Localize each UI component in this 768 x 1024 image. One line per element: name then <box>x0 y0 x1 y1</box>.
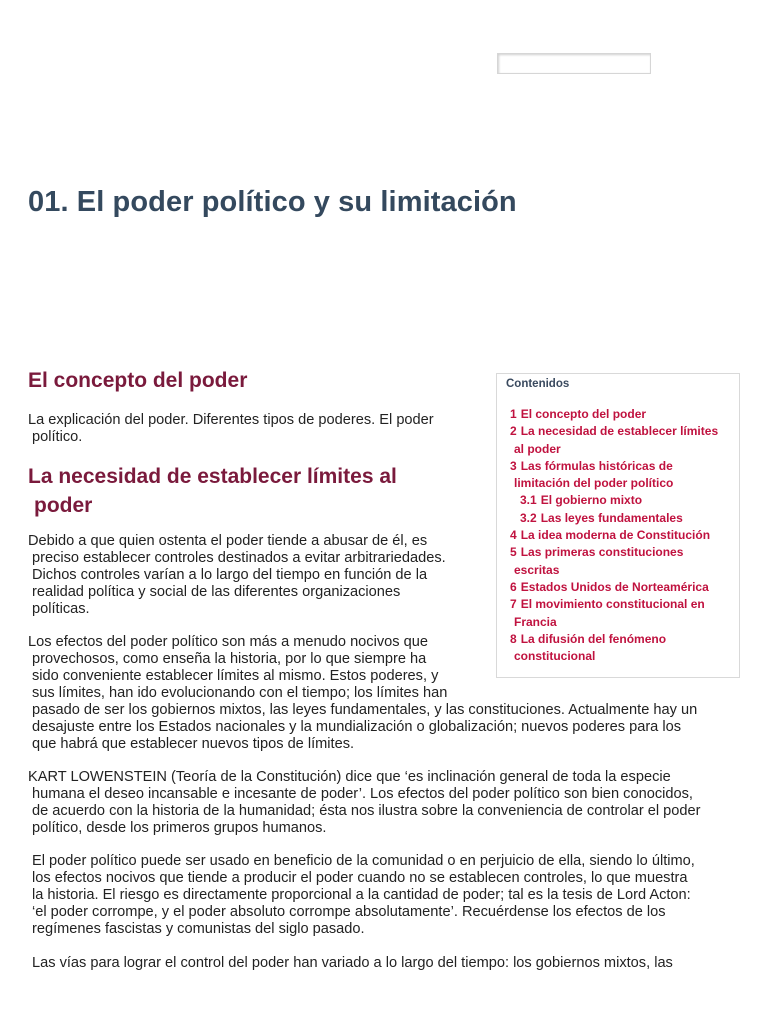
page-title: 01. El poder político y su limitación <box>28 186 517 218</box>
toc-item-number: 3.2 <box>520 510 537 525</box>
text-line: que habrá que establecer nuevos tipos de límites. <box>32 736 355 752</box>
text-line: Debido a que quien ostenta el poder tiende a abusar de él, es <box>28 533 428 549</box>
toc-item-number: 6 <box>510 579 517 594</box>
text-line: provechosos, como enseña la historia, por lo que siempre ha <box>32 651 427 667</box>
text-line: de acuerdo con la historia de la humanidad; ésta nos ilustra sobre la conveniencia de controlar el poder <box>32 803 701 819</box>
toc-item-label: Estados Unidos de Norteamérica <box>520 579 709 594</box>
heading-line: La necesidad de establecer límites al <box>28 465 397 488</box>
toc-item-label: La difusión del fenómeno <box>520 631 667 646</box>
toc-list <box>510 406 735 665</box>
toc-item-number: 2 <box>510 424 517 439</box>
toc-item-2[interactable] <box>510 423 735 458</box>
toc-item-number: 7 <box>510 597 517 612</box>
toc-item-6[interactable] <box>510 579 735 596</box>
text-line: El poder político puede ser usado en beneficio de la comunidad o en perjuicio de ella, siendo lo último, <box>32 853 695 869</box>
section-intro-paragraph <box>28 412 434 446</box>
paragraph-5 <box>32 955 673 972</box>
heading-line: poder <box>34 494 93 517</box>
text-line: Las vías para lograr el control del poder han variado a lo largo del tiempo: los gobiernos mixtos, las <box>32 955 673 971</box>
toc-item-number: 4 <box>510 528 517 543</box>
text-line: los efectos nocivos que tiende a producir el poder cuando no se establecen controles, lo que muestra <box>32 870 688 886</box>
text-line: La explicación del poder. Diferentes tipos de poderes. El poder <box>28 412 434 428</box>
toc-item-7[interactable] <box>510 596 735 631</box>
text-line: desajuste entre los Estados nacionales y la mundialización o globalización; nuevos poderes para los <box>32 719 682 735</box>
toc-item-number: 1 <box>510 407 517 421</box>
toc-item-label: constitucional <box>514 649 596 664</box>
text-line: ‘el poder corrompe, y el poder absoluto corrompe absolutamente’. Recuérdense los efectos de los <box>32 904 666 920</box>
toc-item-4[interactable] <box>510 527 735 544</box>
toc-title: Contenidos <box>506 378 570 390</box>
text-line: humana el deseo incansable e incesante de poder’. Los efectos del poder político son bien conocidos, <box>32 786 693 802</box>
toc-item-label: El gobierno mixto <box>540 493 643 508</box>
toc-item-number: 8 <box>510 631 517 646</box>
toc-item-number: 3.1 <box>520 493 537 508</box>
toc-item-label: La necesidad de establecer límites <box>520 424 719 439</box>
search-input[interactable] <box>497 53 651 74</box>
toc-item-8[interactable] <box>510 631 735 666</box>
toc-item-label: escritas <box>514 562 560 577</box>
toc-item-label: La idea moderna de Constitución <box>520 528 711 543</box>
paragraph-3 <box>28 769 700 837</box>
toc-item-label: limitación del poder político <box>514 476 674 491</box>
toc-item-3-1[interactable] <box>510 492 735 509</box>
toc-item-label: Francia <box>514 614 557 629</box>
paragraph-1 <box>28 533 446 618</box>
toc-item-3-2[interactable] <box>510 510 735 527</box>
text-line: Los efectos del poder político son más a menudo nocivos que <box>28 634 428 650</box>
toc-item-3[interactable] <box>510 458 735 493</box>
text-line: regímenes fascistas y comunistas del siglo pasado. <box>32 921 365 937</box>
toc-item-number: 5 <box>510 545 517 560</box>
toc-item-label: Las primeras constituciones <box>520 545 684 560</box>
text-line: político. <box>32 429 83 445</box>
toc-item-label: al poder <box>514 441 561 456</box>
section-heading-necesidad <box>28 462 448 520</box>
toc-item-label: Las leyes fundamentales <box>540 510 683 525</box>
section-heading-concepto: El concepto del poder <box>28 369 248 392</box>
toc-item-number: 3 <box>510 458 517 473</box>
toc-item-1[interactable] <box>510 406 735 423</box>
toc-item-label: El concepto del poder <box>520 407 647 421</box>
text-line: pasado de ser los gobiernos mixtos, las leyes fundamentales, y las constituciones. Actualmente hay un <box>32 702 698 718</box>
text-line: realidad política y social de las diferentes organizaciones <box>32 584 401 600</box>
text-line: la historia. El riesgo es directamente proporcional a la cantidad de poder; tal es la tesis de Lord Acton: <box>32 887 691 903</box>
paragraph-4 <box>32 853 695 938</box>
text-line: preciso establecer controles destinados a evitar arbitrariedades. <box>32 550 446 566</box>
text-line: político, desde los primeros grupos humanos. <box>32 820 327 836</box>
text-line: sido conveniente establecer límites al mismo. Estos poderes, y <box>32 668 439 684</box>
text-line: KART LOWENSTEIN (Teoría de la Constitución) dice que ‘es inclinación general de toda la especie <box>28 769 671 785</box>
text-line: Dichos controles varían a lo largo del tiempo en función de la <box>32 567 428 583</box>
text-line: sus límites, han ido evolucionando con el tiempo; los límites han <box>32 685 448 701</box>
toc-item-label: Las fórmulas históricas de <box>520 458 673 473</box>
table-of-contents <box>496 373 740 678</box>
toc-item-label: El movimiento constitucional en <box>520 597 705 612</box>
toc-item-5[interactable] <box>510 544 735 579</box>
text-line: políticas. <box>32 601 90 617</box>
